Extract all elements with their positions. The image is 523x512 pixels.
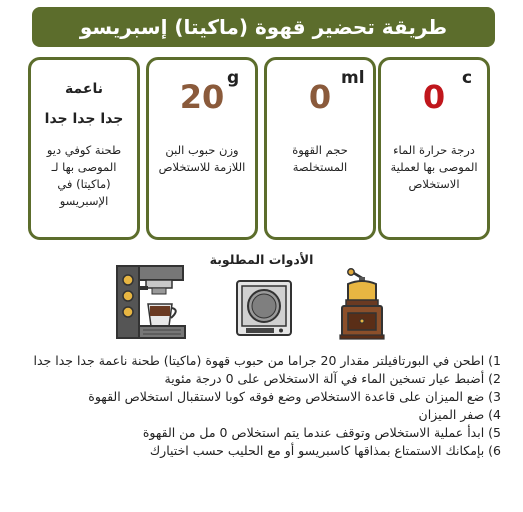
step-item: 4) صفر الميزان	[418, 407, 501, 422]
weight-unit: g	[227, 68, 240, 88]
temperature-card	[378, 57, 490, 240]
volume-value-row	[267, 60, 373, 135]
volume-unit: ml	[341, 68, 365, 88]
grind-desc: طحنة كوفي ديو الموصى بها لـ (ماكيتا) في الإسبريسو	[46, 143, 122, 208]
temperature-unit: c	[462, 68, 473, 88]
kitchen-scale-icon	[234, 278, 294, 338]
espresso-machine-icon	[114, 264, 190, 342]
grind-card	[28, 57, 140, 240]
step-item: 3) ضع الميزان على قاعدة الاستخلاص وضع فوقه كوبا لاستقبال استخلاص القهوة	[88, 389, 501, 404]
steps-list	[20, 352, 501, 460]
page-title: طريقة تحضير قهوة (ماكيتا) إسبريسو	[32, 7, 495, 47]
temperature-value: 0	[422, 78, 446, 116]
temperature-value-row	[381, 60, 487, 135]
grind-size	[31, 74, 137, 134]
temperature-desc: درجة حرارة الماء الموصى بها لعملية الاستخلاص	[390, 143, 478, 191]
step-item: 5) ابدأ عملية الاستخلاص وتوقف عندما يتم استخلاص 0 مل من القهوة	[142, 425, 501, 440]
volume-card	[264, 57, 376, 240]
weight-card	[146, 57, 258, 240]
tools-label: الأدوات المطلوبة	[209, 252, 314, 267]
step-item: 6) بإمكانك الاستمتاع بمذاقها كاسبريسو أو مع الحليب حسب اختيارك	[149, 443, 501, 458]
weight-desc: وزن حبوب البن اللازمة للاستخلاص	[158, 143, 246, 174]
step-item: 1) اطحن في البورتافيلتر مقدار 20 جراما من حبوب قهوة (ماكيتا) طحنة ناعمة جدا جدا جدا	[33, 353, 501, 368]
volume-desc: حجم القهوة المستخلصة	[292, 143, 348, 174]
grind-size-line-1: ناعمة	[65, 81, 103, 97]
grind-size-line-2: جدا جدا جدا	[44, 111, 124, 127]
step-item: 2) أضبط عيار تسخين الماء في آلة الاستخلاص على 0 درجة مئوية	[164, 371, 501, 386]
weight-value: 20	[179, 78, 225, 116]
coffee-grinder-icon	[334, 268, 390, 340]
volume-value: 0	[308, 78, 332, 116]
weight-value-row	[149, 60, 255, 135]
